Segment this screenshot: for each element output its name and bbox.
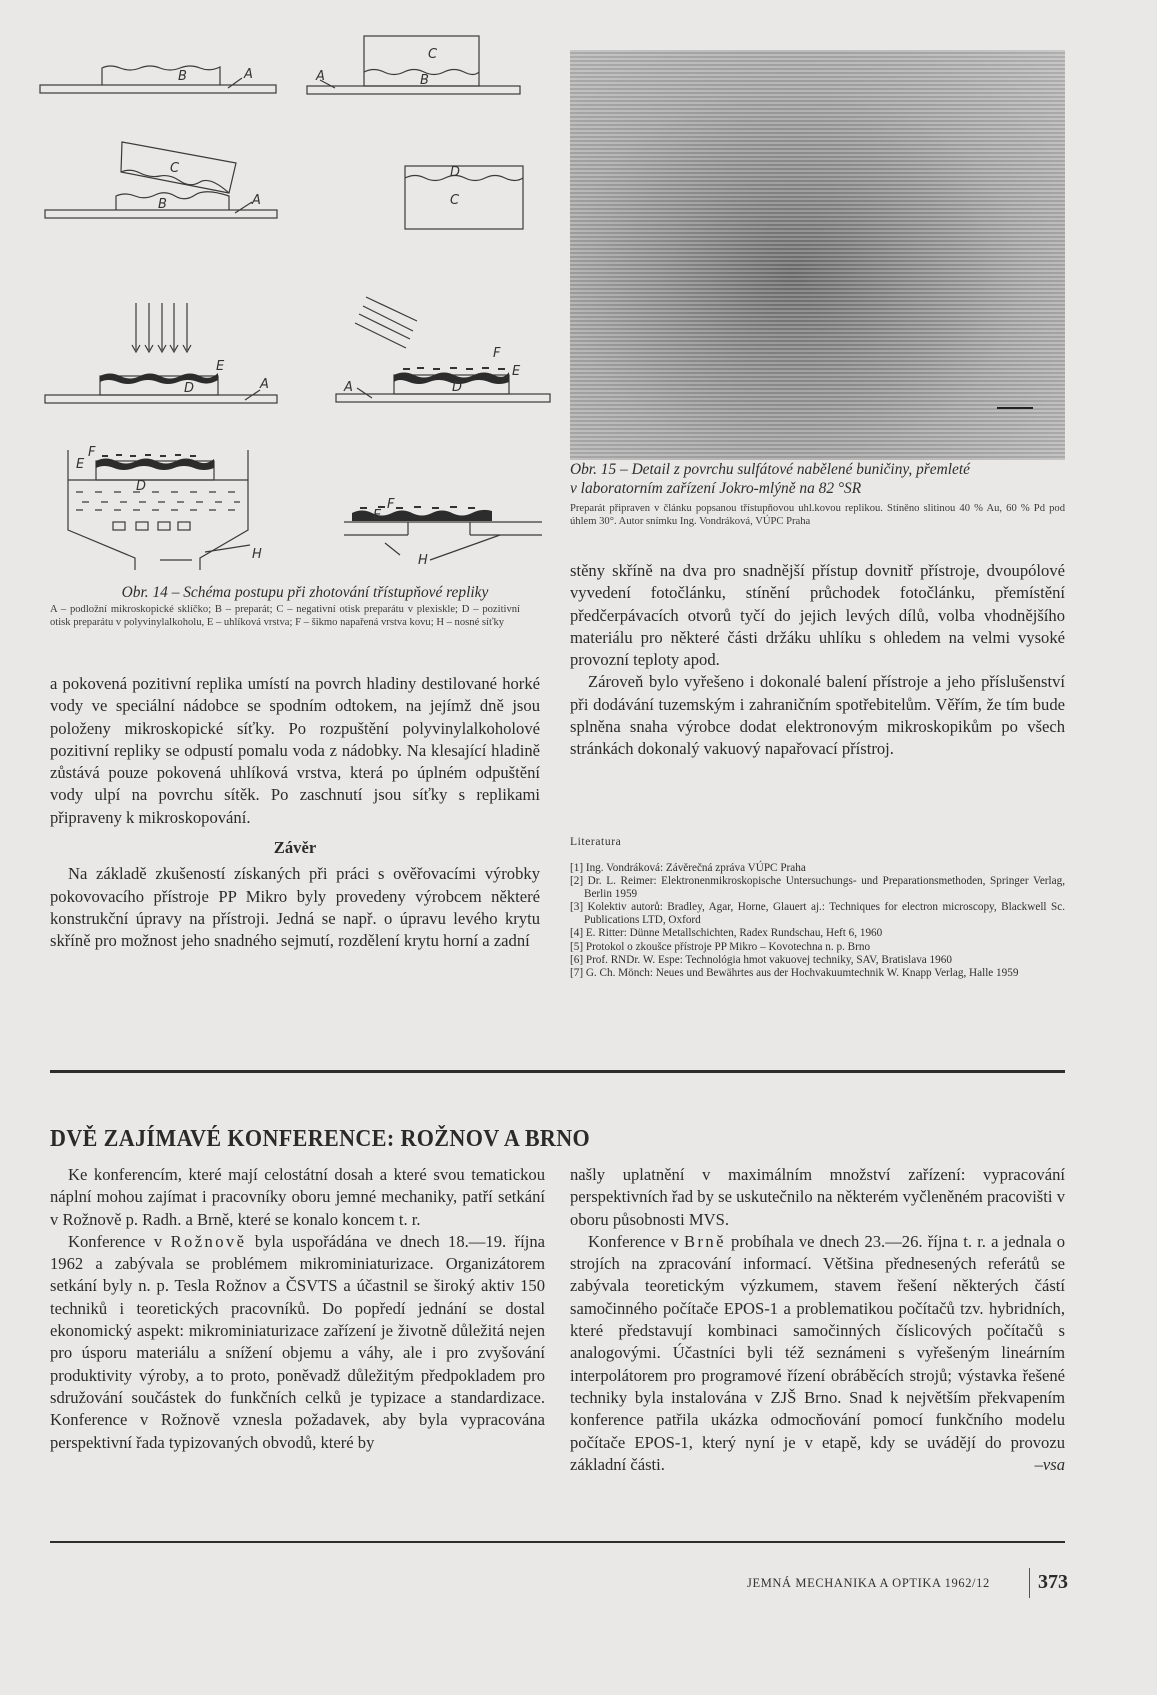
svg-text:E: E [216,359,225,374]
svg-text:F: F [387,497,395,512]
reference-item: [4] E. Ritter: Dünne Metallschichten, Radex Rundschau, Heft 6, 1960 [570,927,883,940]
figure-14-title: Obr. 14 – Schéma postupu při zhotování třístupňové repliky [121,584,489,601]
article1-left-column [50,673,540,953]
svg-text:D: D [452,380,463,395]
references-heading: Literatura [570,836,622,848]
svg-text:E: E [512,364,521,379]
scale-bar [997,407,1033,409]
svg-text:H: H [418,553,428,568]
svg-text:A: A [244,67,253,82]
reference-item: [1] Ing. Vondráková: Závěrečná zpráva VÚPC Praha [570,862,806,874]
figure-15-title-line1: Obr. 15 – Detail z povrchu sulfátové nabělené buničiny, přemleté [570,461,970,478]
reference-item: [3] Kolektiv autorů: Bradley, Agar, Horne, Glauert aj.: Techniques for electron microscopy, Blackwell Sc. Publications LTD, Oxford [570,901,1065,927]
article2-left-column [50,1164,545,1454]
svg-text:H: H [252,547,262,562]
svg-text:B: B [178,69,187,84]
svg-text:C: C [428,47,438,62]
svg-text:C: C [450,193,460,208]
conclusion-heading: Závěr [273,838,317,858]
svg-text:F: F [88,445,96,460]
paragraph: Zároveň bylo vyřešeno i dokonalé balení přístroje a jeho příslušenství při dodávání tuzemským i zahraničním spotřebitelům. Věřím, že tím bude splněna snaha výrobce dodat elektronovým mikroskopikům po všech stránkách dokonalý vakuový napařovací přístroj. [570,672,1065,759]
text: Konference v [68,1231,171,1251]
journal-name: JEMNÁ MECHANIKA A OPTIKA 1962/12 [747,1576,990,1590]
paragraph: a pokovená pozitivní replika umístí na povrch hladiny destilované horké vody ve speciální nádobce se spodním odtokem, na jejímž dně jsou položeny mikroskopické síťky. Po rozpuštění polyvinylalkoholové pozitivní repliky se odpustí pomalu voda z nádobky. Na klesající hladině zůstává pouze pokovená uhlíková vrstva, která po úplném odpuštění vody ulpí na povrchu sítěk. Po zaschnutí jsou síťky s replikami připraveny k mikroskopování. [50,674,540,827]
svg-text:C: C [170,161,180,176]
figure-14-diagram [30,30,570,570]
paragraph: Ke konferencím, které mají celostátní dosah a které svou tematickou náplní mohou zajímat i pracovníky oboru jemné mechaniky, patří setkání v Rožnově p. Radh. a Brně, které se konalo koncem t. r. [50,1165,545,1229]
references-list [570,862,1065,980]
svg-text:B: B [158,197,167,212]
text: probíhala ve dnech 23.—26. října t. r. a jednala o strojích na zpracování informací. Většina přednesených referátů se zabývala teoretickým výzkumem, stavem řešení některých částí samočinného počítače EPOS-1 a problematikou počítačů tzv. hybridních, které představují kombinaci samočinných číslicových počítačů s analogovými. Účastníci byli též seznámeni s vyřešeným lineárním interpolátorem pro programové řízení obráběcích strojů; výstavka řešené techniky byla instalována v ZJŠ Brno. Snad k největším překvapením konference patřila ukázka odmocňování pomocí funkčního modelu počítače EPOS-1, který nyní je v etapě, kdy se uvádějí do provozu základní části. [570,1231,1065,1474]
paragraph [570,1231,1065,1476]
figure-14-legend: A – podložní mikroskopické sklíčko; B – preparát; C – negativní otisk preparátu v plexiskle; D – pozitivní otisk preparátu v polyvinylalkoholu, E – uhlíková vrstva; F – šikmo napařená vrstva kovu; H – nosné síťky [50,604,520,628]
figure-15-description: Preparát připraven v článku popsanou třístupňovou uhl.kovou replikou. Stíněno slitinou 40 % Au, 60 % Pd pod úhlem 30°. Autor snímku Ing. Vondráková, VÚPC Praha [570,503,1065,527]
svg-text:A: A [252,193,261,208]
svg-text:D: D [184,381,195,396]
page-number: 373 [1038,1571,1068,1593]
svg-text:D: D [450,165,461,180]
bottom-divider [50,1541,1065,1543]
paragraph: stěny skříně na dva pro snadnější přístup dovnitř přístroje, dvoupólové vyvedení fotočlánku, stínění průchodek fotočlánku, přemístění předčerpávacích otvorů tyčí do jejich levých dílů, volba vhodnějšího materiálu pro některé části držáku uhlíku s ohledem na velmi vysoké provozní teploty apod. [570,561,1065,670]
figure-15-title [570,460,1070,498]
text: Konference v [588,1231,685,1251]
svg-text:F: F [493,346,501,361]
svg-text:B: B [420,73,429,88]
place-name: Rožnově [170,1231,247,1251]
section-divider [50,1070,1065,1073]
svg-text:A: A [260,377,269,392]
svg-text:A: A [316,69,325,84]
author-signature: –vsa [1034,1454,1065,1474]
reference-item: [7] G. Ch. Mönch: Neues und Bewährtes aus der Hochvakuumtechnik W. Knapp Verlag, Halle 1959 [570,966,1019,979]
reference-item: [2] Dr. L. Reimer: Elektronenmikroskopische Untersuchungs- und Preparationsmethoden, Springer Verlag, Berlin 1959 [570,875,1065,901]
conclusion-paragraph: Na základě zkušeností získaných při práci s ověřovacími výrobky pokovovacího přístroje PP Mikro byly provedeny výrobcem některé konstrukční úpravy na přístroji. Jedná se např. o úpravu levého krytu skříně pro možnost jeho snadného sejmutí, rozdělení krytu horní a zadní [50,864,540,951]
article2-right-column [570,1164,1065,1476]
article2-title: DVĚ ZAJÍMAVÉ KONFERENCE: ROŽNOV A BRNO [50,1126,591,1152]
reference-item: [5] Protokol o zkoušce přístroje PP Mikro – Kovotechna n. p. Brno [570,940,871,953]
footer-separator [1029,1568,1030,1598]
reference-item: [6] Prof. RNDr. W. Espe: Technológia hmot vakuovej techniky, SAV, Bratislava 1960 [570,953,952,966]
svg-text:D: D [136,479,147,494]
paragraph [50,1231,545,1454]
replica-process-schematic-icon [30,30,570,570]
figure-15-micrograph [570,50,1065,460]
svg-text:A: A [344,380,353,395]
article1-right-column [570,560,1065,761]
text: byla uspořádána ve dnech 18.—19. října 1962 a zabývala se problémem mikrominiaturizace. Organizátorem setkání byly n. p. Tesla Rožnov a ČSVTS a účastnil se široký aktiv 150 techniků i teoretických pracovníků. Do popředí jednání se dostal ekonomický aspekt: mikrominiaturizace zařízení je životně důležitá nejen pro úsporu materiálu a snížení objemu a váhy, ale i pro zvyšování produktivity výroby, a to proto, poněvadž důležitým předpokladem pro sdružování součástek do funkčních celků je typizace a standardizace. Konference v Rožnově vznesla požadavek, aby byla vypracována perspektivní řada typizovaných obvodů, které by [50,1231,545,1452]
svg-text:E: E [373,508,382,523]
place-name: Brně [684,1231,726,1251]
paragraph: našly uplatnění v maximálním množství zařízení: vypracování perspektivních řad by se uskutečnilo na některém vyčleněném pracovišti v oboru působnosti MVS. [570,1165,1065,1229]
figure-15-title-line2: v laboratorním zařízení Jokro-mlýně na 82 °SR [570,480,862,497]
svg-text:E: E [76,457,85,472]
